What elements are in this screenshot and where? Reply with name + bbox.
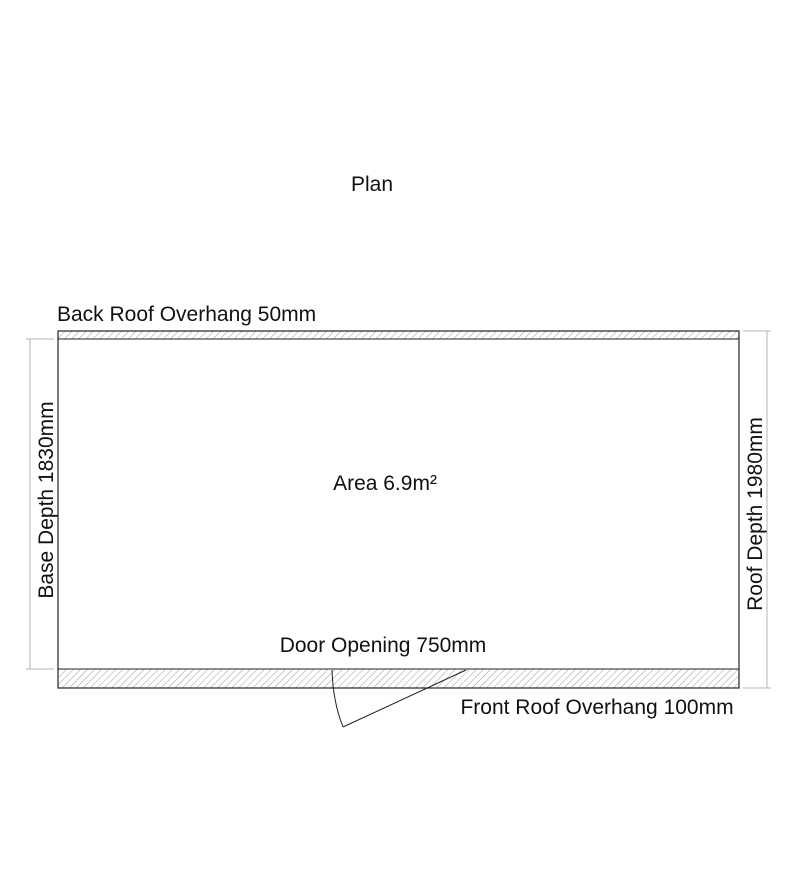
plan-title: Plan [350,173,394,196]
base-depth-label: Base Depth 1830mm [35,401,58,599]
area-label: Area 6.9m² [333,472,437,495]
front-roof-overhang-strip [58,669,739,688]
door-opening-label: Door Opening 750mm [279,634,487,657]
front-overhang-label: Front Roof Overhang 100mm [460,696,734,719]
back-overhang-label: Back Roof Overhang 50mm [57,303,317,326]
back-roof-overhang-strip [58,331,739,339]
roof-depth-label: Roof Depth 1980mm [744,417,767,611]
